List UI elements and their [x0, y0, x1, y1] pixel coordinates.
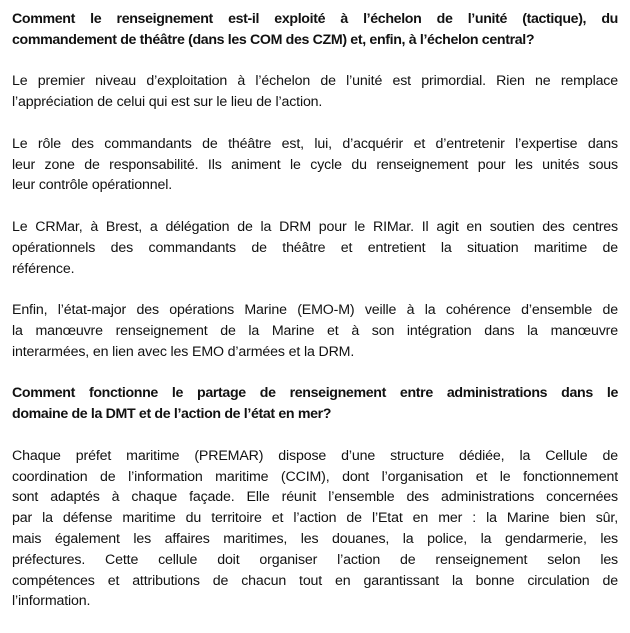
- question-paragraph: [12, 9, 618, 51]
- text-line: Le CRMar, à Brest, a délégation de la DRM pour le RIMar. Il agit en soutien des centres: [12, 218, 618, 235]
- document-body: [12, 9, 618, 633]
- text-line: coordination de l’information maritime (CCIM), dont l’organisation et le fonctionnement: [12, 468, 618, 485]
- text-line: l’information.: [12, 593, 91, 610]
- text-line: Comment le renseignement est-il exploité à l’échelon de l’unité (tactique), du: [12, 11, 618, 27]
- text-line: interarmées, en lien avec les EMO d’armées et la DRM.: [12, 343, 355, 360]
- text-line: Le rôle des commandants de théâtre est, lui, d’acquérir et d’entretenir l’expertise dans: [12, 135, 618, 152]
- text-line: leur zone de responsabilité. Ils animent le cycle du renseignement pour les unités sous: [12, 156, 618, 173]
- text-line: compétences et attributions de chacun tout en garantissant la bonne circulation de: [12, 572, 618, 589]
- answer-paragraph: [12, 446, 618, 612]
- answer-paragraph: [12, 134, 618, 196]
- answer-paragraph: [12, 71, 618, 113]
- question-paragraph: [12, 383, 618, 425]
- text-line: par la défense maritime du territoire et l’action de l’Etat en mer : la Marine bien sûr,: [12, 510, 618, 527]
- text-line: référence.: [12, 260, 75, 277]
- text-line: mais également les affaires maritimes, les douanes, la police, la gendarmerie, les: [12, 530, 618, 547]
- text-line: sont adaptés à chaque façade. Elle réunit l’ensemble des administrations concernées: [12, 489, 618, 506]
- text-line: Chaque préfet maritime (PREMAR) dispose d’une structure dédiée, la Cellule de: [12, 447, 618, 464]
- text-line: l’appréciation de celui qui est sur le lieu de l’action.: [12, 94, 323, 111]
- answer-paragraph: [12, 217, 618, 279]
- text-line: préfectures. Cette cellule doit organiser l’action de renseignement selon les: [12, 551, 618, 568]
- answer-paragraph: [12, 300, 618, 362]
- text-line: leur contrôle opérationnel.: [12, 177, 173, 194]
- text-line: la manœuvre renseignement de la Marine et à son intégration dans la manœuvre: [12, 322, 618, 339]
- text-line: Enfin, l’état-major des opérations Marine (EMO-M) veille à la cohérence d’ensemble de: [12, 302, 618, 319]
- text-line: domaine de la DMT et de l’action de l’état en mer?: [12, 406, 332, 423]
- text-line: Le premier niveau d’exploitation à l’échelon de l’unité est primordial. Rien ne remplace: [12, 73, 618, 90]
- text-line: commandement de théâtre (dans les COM des CZM) et, enfin, à l’échelon central?: [12, 31, 535, 48]
- text-line: opérationnels des commandants de théâtre et entretient la situation maritime de: [12, 239, 618, 256]
- text-line: Comment fonctionne le partage de renseignement entre administrations dans le: [12, 385, 618, 402]
